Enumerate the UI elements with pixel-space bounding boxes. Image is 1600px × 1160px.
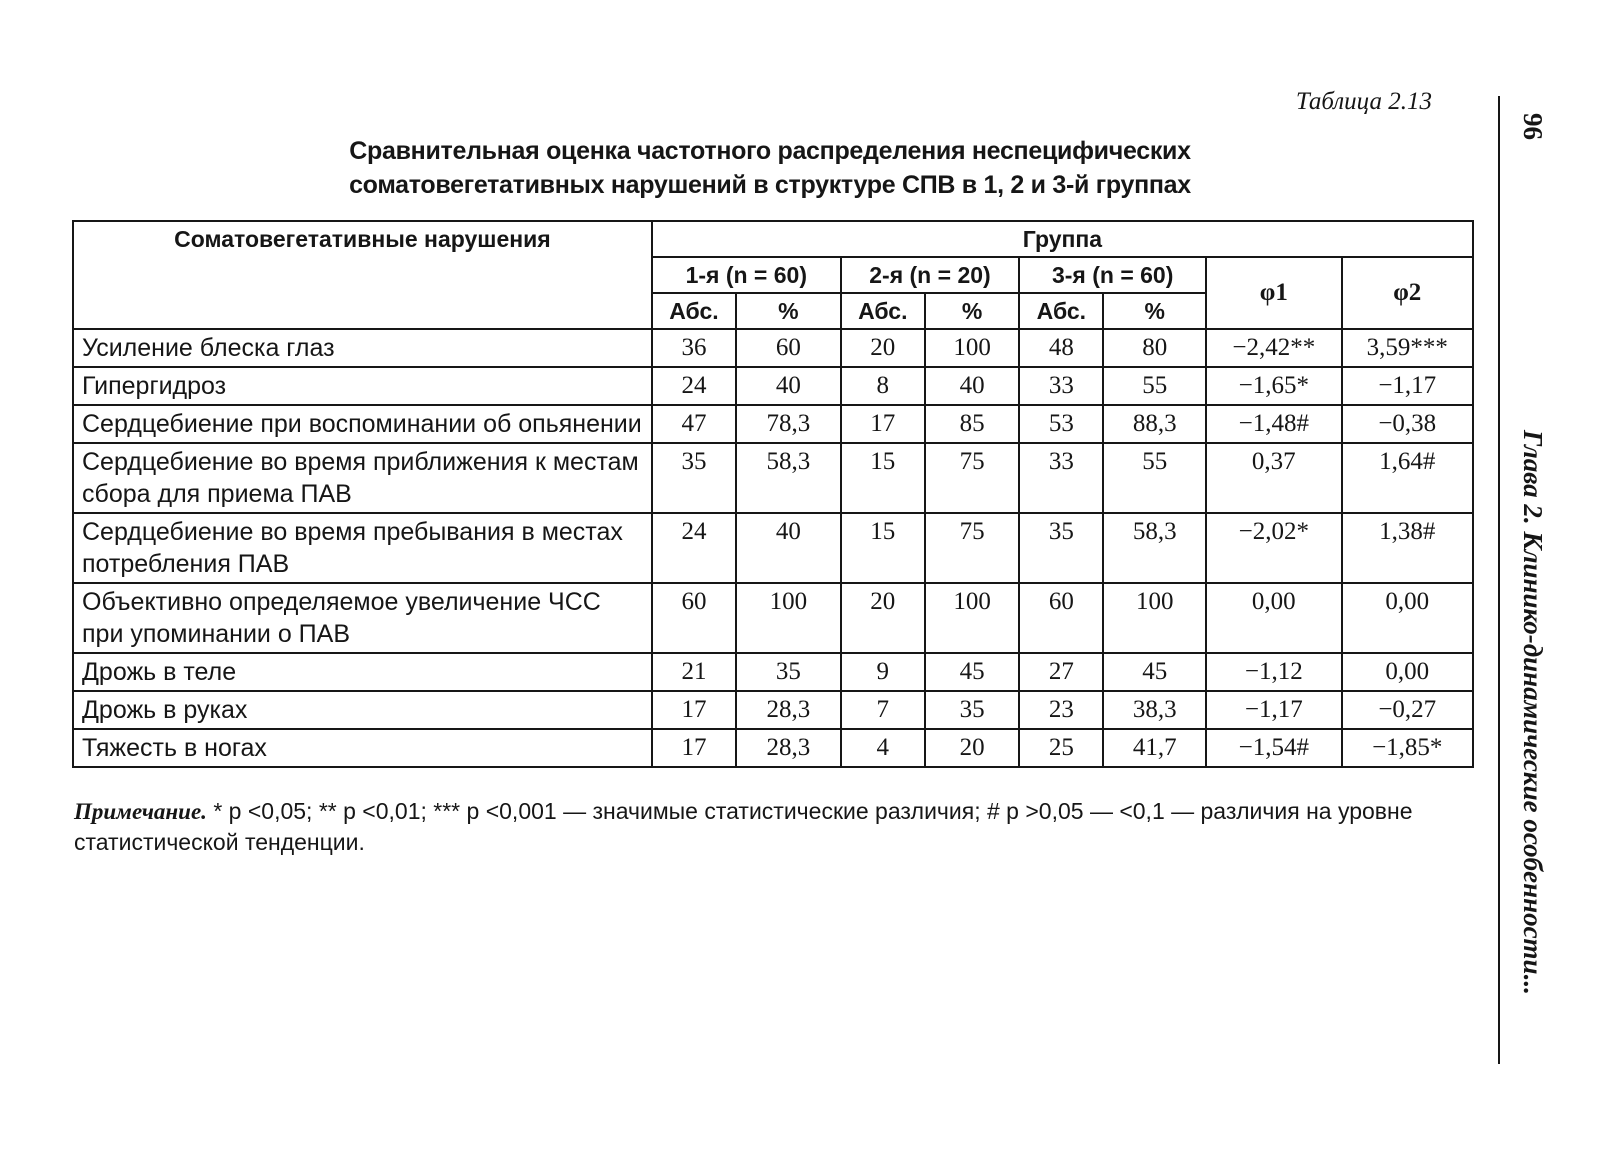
cell-g3-pct: 88,3 <box>1103 405 1206 443</box>
cell-g1-abs: 17 <box>652 691 736 729</box>
cell-phi2: 1,38# <box>1342 513 1473 583</box>
cell-phi2: 3,59*** <box>1342 329 1473 367</box>
table-row <box>73 443 1473 513</box>
cell-g1-abs: 24 <box>652 367 736 405</box>
table-row <box>73 405 1473 443</box>
table-row <box>73 653 1473 691</box>
margin-divider <box>1498 96 1500 1064</box>
cell-g1-pct: 28,3 <box>736 729 841 767</box>
table-title-line-1: Сравнительная оценка частотного распределения неспецифических <box>349 137 1191 165</box>
cell-g3-abs: 60 <box>1019 583 1103 653</box>
cell-g1-pct: 35 <box>736 653 841 691</box>
cell-phi1: −2,42** <box>1206 329 1341 367</box>
cell-phi1: 0,37 <box>1206 443 1341 513</box>
cell-g3-abs: 27 <box>1019 653 1103 691</box>
cell-g2-pct: 75 <box>925 443 1019 513</box>
cell-g1-abs: 60 <box>652 583 736 653</box>
header-group: Группа <box>652 221 1473 257</box>
table-note <box>74 796 1474 857</box>
cell-g3-pct: 55 <box>1103 443 1206 513</box>
cell-g3-pct: 55 <box>1103 367 1206 405</box>
cell-phi1: 0,00 <box>1206 583 1341 653</box>
header-abs: Абс. <box>1019 293 1103 329</box>
header-phi2: φ2 <box>1342 257 1473 329</box>
table-row <box>73 729 1473 767</box>
cell-phi1: −1,54# <box>1206 729 1341 767</box>
cell-g2-abs: 17 <box>841 405 925 443</box>
cell-g3-abs: 33 <box>1019 367 1103 405</box>
cell-g2-abs: 8 <box>841 367 925 405</box>
cell-g3-abs: 48 <box>1019 329 1103 367</box>
cell-phi2: 1,64# <box>1342 443 1473 513</box>
table-title <box>240 134 1300 202</box>
cell-g3-abs: 53 <box>1019 405 1103 443</box>
cell-g2-pct: 35 <box>925 691 1019 729</box>
cell-g1-pct: 60 <box>736 329 841 367</box>
cell-violation-name: Дрожь в руках <box>73 691 652 729</box>
header-group-3: 3-я (n = 60) <box>1019 257 1206 293</box>
cell-g2-pct: 100 <box>925 329 1019 367</box>
cell-g2-pct: 45 <box>925 653 1019 691</box>
data-table <box>72 220 1474 768</box>
cell-g1-pct: 100 <box>736 583 841 653</box>
cell-g3-pct: 45 <box>1103 653 1206 691</box>
cell-phi2: −0,38 <box>1342 405 1473 443</box>
header-abs: Абс. <box>841 293 925 329</box>
cell-g1-abs: 21 <box>652 653 736 691</box>
cell-g1-abs: 35 <box>652 443 736 513</box>
cell-phi2: −0,27 <box>1342 691 1473 729</box>
cell-phi2: −1,85* <box>1342 729 1473 767</box>
cell-violation-name: Объективно определяемое увеличение ЧСС при упоминании о ПАВ <box>73 583 652 653</box>
running-head: Глава 2. Клинико-динамические особенности... <box>1518 430 1548 995</box>
cell-g3-pct: 58,3 <box>1103 513 1206 583</box>
cell-g1-pct: 28,3 <box>736 691 841 729</box>
cell-g2-pct: 40 <box>925 367 1019 405</box>
cell-g2-abs: 15 <box>841 513 925 583</box>
cell-phi2: −1,17 <box>1342 367 1473 405</box>
table-row <box>73 329 1473 367</box>
cell-phi1: −1,48# <box>1206 405 1341 443</box>
table-row <box>73 513 1473 583</box>
cell-g2-abs: 20 <box>841 329 925 367</box>
cell-g3-abs: 25 <box>1019 729 1103 767</box>
cell-g2-pct: 75 <box>925 513 1019 583</box>
cell-phi1: −1,12 <box>1206 653 1341 691</box>
cell-g2-abs: 9 <box>841 653 925 691</box>
cell-phi1: −1,17 <box>1206 691 1341 729</box>
cell-g3-abs: 35 <box>1019 513 1103 583</box>
table-title-line-2: соматовегетативных нарушений в структуре СПВ в 1, 2 и 3-й группах <box>349 171 1191 199</box>
cell-g1-pct: 58,3 <box>736 443 841 513</box>
header-violations: Соматовегетативные нарушения <box>73 221 652 329</box>
cell-g3-pct: 100 <box>1103 583 1206 653</box>
cell-violation-name: Гипергидроз <box>73 367 652 405</box>
cell-phi1: −2,02* <box>1206 513 1341 583</box>
cell-phi1: −1,65* <box>1206 367 1341 405</box>
cell-g1-pct: 78,3 <box>736 405 841 443</box>
cell-phi2: 0,00 <box>1342 583 1473 653</box>
header-phi1: φ1 <box>1206 257 1341 329</box>
cell-violation-name: Сердцебиение при воспоминании об опьянении <box>73 405 652 443</box>
header-abs: Абс. <box>652 293 736 329</box>
cell-g2-abs: 7 <box>841 691 925 729</box>
cell-g3-abs: 33 <box>1019 443 1103 513</box>
cell-violation-name: Сердцебиение во время приближения к местам сбора для приема ПАВ <box>73 443 652 513</box>
table-row <box>73 691 1473 729</box>
cell-g1-abs: 36 <box>652 329 736 367</box>
page-number: 96 <box>1518 112 1548 140</box>
cell-g3-pct: 38,3 <box>1103 691 1206 729</box>
header-group-1: 1-я (n = 60) <box>652 257 841 293</box>
cell-g1-abs: 24 <box>652 513 736 583</box>
cell-g1-pct: 40 <box>736 513 841 583</box>
cell-violation-name: Тяжесть в ногах <box>73 729 652 767</box>
note-text: * p <0,05; ** p <0,01; *** p <0,001 — значимые статистические различия; # p >0,05 — <0,1 — различия на уровне статистической тенденции. <box>74 798 1413 855</box>
cell-g3-pct: 41,7 <box>1103 729 1206 767</box>
cell-violation-name: Усиление блеска глаз <box>73 329 652 367</box>
table-row <box>73 583 1473 653</box>
cell-g3-pct: 80 <box>1103 329 1206 367</box>
cell-g1-pct: 40 <box>736 367 841 405</box>
cell-g2-abs: 4 <box>841 729 925 767</box>
table-number-label: Таблица 2.13 <box>1295 88 1432 115</box>
header-group-2: 2-я (n = 20) <box>841 257 1020 293</box>
cell-violation-name: Дрожь в теле <box>73 653 652 691</box>
table-body <box>73 329 1473 767</box>
cell-phi2: 0,00 <box>1342 653 1473 691</box>
cell-g2-pct: 20 <box>925 729 1019 767</box>
cell-g3-abs: 23 <box>1019 691 1103 729</box>
cell-violation-name: Сердцебиение во время пребывания в местах потребления ПАВ <box>73 513 652 583</box>
cell-g2-abs: 20 <box>841 583 925 653</box>
header-pct: % <box>1103 293 1206 329</box>
table-row <box>73 367 1473 405</box>
cell-g2-abs: 15 <box>841 443 925 513</box>
cell-g1-abs: 17 <box>652 729 736 767</box>
cell-g2-pct: 85 <box>925 405 1019 443</box>
cell-g1-abs: 47 <box>652 405 736 443</box>
header-pct: % <box>925 293 1019 329</box>
header-pct: % <box>736 293 841 329</box>
note-label: Примечание. <box>74 799 207 824</box>
cell-g2-pct: 100 <box>925 583 1019 653</box>
